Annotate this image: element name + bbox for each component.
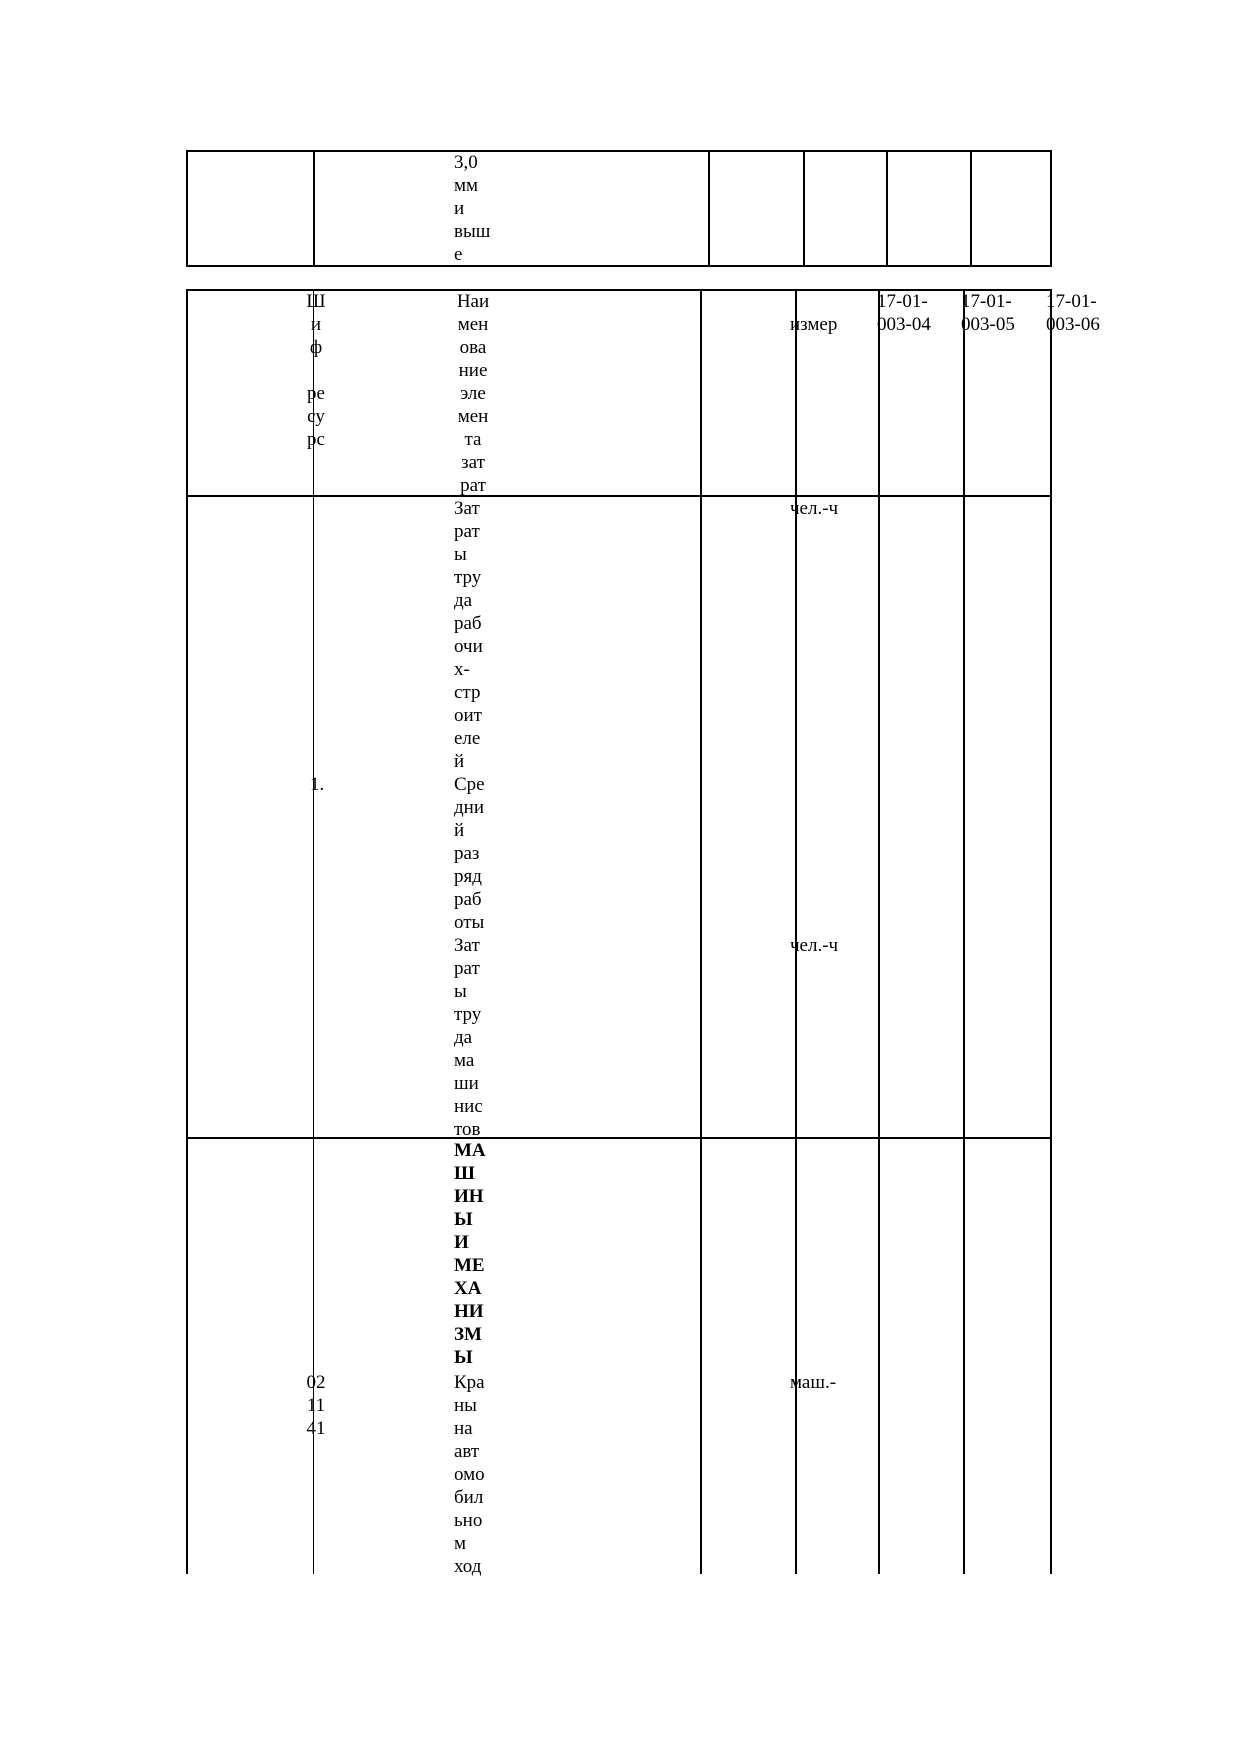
main-table-border-left	[186, 289, 188, 1574]
row-name: Зат рат ы тру да раб очи х- стр оит еле й	[454, 498, 483, 772]
top-table-divider	[886, 150, 888, 267]
header-unit-col: измер	[790, 314, 838, 335]
row-name: Сре дни й раз ряд раб оты	[454, 774, 485, 933]
top-table-border-bottom	[186, 265, 1052, 267]
main-table-divider-col1	[878, 289, 880, 1574]
row-name: Кра ны на авт омо бил ьно м ход	[454, 1372, 485, 1577]
header-code-col: Ш и ф ре су рс	[306, 291, 326, 450]
row-unit: чел.-ч	[790, 498, 839, 519]
main-table-section-separator	[186, 1137, 1052, 1139]
main-table-divider-col2	[963, 289, 965, 1574]
header-col-2: 17-01- 003-05	[961, 291, 1015, 335]
row-name: Зат рат ы тру да ма ши нис тов	[454, 935, 483, 1140]
top-table-border-right	[1050, 150, 1052, 267]
main-table-header-separator	[186, 495, 1052, 497]
top-table-divider	[970, 150, 972, 267]
header-col-3: 17-01- 003-06	[1046, 291, 1100, 335]
row-unit: маш.-	[790, 1372, 837, 1393]
top-table-divider	[313, 150, 315, 267]
main-table-divider-name	[700, 289, 702, 1574]
row-unit: чел.-ч	[790, 935, 839, 956]
row-code: 02 11 41	[306, 1372, 326, 1439]
header-name-col: Наи мен ова ние эле мен та зат рат	[456, 291, 490, 496]
top-table-border-top	[186, 150, 1052, 152]
section-heading: МА Ш ИН Ы И МЕ ХА НИ ЗМ Ы	[454, 1140, 486, 1368]
top-table-description-cell: 3,0 мм и выш е	[454, 152, 491, 265]
row-code: 1.	[310, 774, 325, 795]
main-table-border-right	[1050, 289, 1052, 1574]
top-table-border-left	[186, 150, 188, 267]
top-table-divider	[803, 150, 805, 267]
top-table-divider	[708, 150, 710, 267]
header-col-1: 17-01- 003-04	[877, 291, 931, 335]
